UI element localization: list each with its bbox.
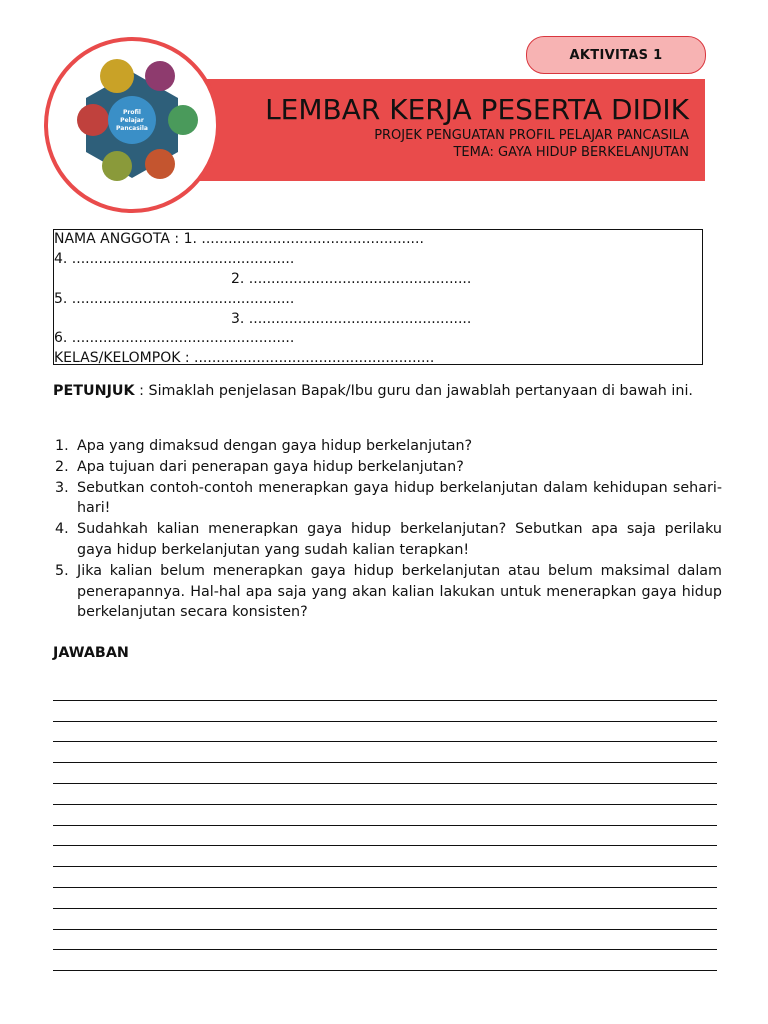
answer-line[interactable] [53,805,717,826]
member-line-1[interactable]: NAMA ANGGOTA : 1. .................................................. [54,231,424,247]
logo-segment-icon [168,105,198,135]
activity-badge [526,36,706,74]
theme-subtitle: TEMA: GAYA HIDUP BERKELANJUTAN [453,145,689,160]
logo-segment-icon [102,151,132,181]
answer-line[interactable] [53,826,717,847]
member-line-3[interactable]: 3. .................................................. [231,310,472,327]
question-number: 1. [55,438,69,454]
question-number: 3. [55,479,69,496]
question-item [53,478,722,520]
answer-lines [53,680,717,971]
member-line-6[interactable]: 6. .................................................. [54,330,295,347]
question-text: Jika kalian belum menerapkan gaya hidup berkelanjutan atau belum maksimal dalam penerapannya. Hal-hal apa saja yang akan kalian lakukan untuk menerapkan gaya hidup berkelanjutan secara konsisten? [77,562,722,621]
answer-line[interactable] [53,784,717,805]
question-item [53,561,722,623]
logo-diagram-icon [57,50,207,200]
question-number: 5. [55,562,69,579]
answer-line[interactable] [53,909,717,930]
answer-line[interactable] [53,950,717,971]
logo-segment-icon [145,149,175,179]
answer-line[interactable] [53,867,717,888]
question-text: Sudahkah kalian menerapkan gaya hidup berkelanjutan? Sebutkan apa saja perilaku gaya hidup berkelanjutan yang sudah kalian terapkan! [77,521,722,558]
member-line-2[interactable]: 2. .................................................. [231,270,472,287]
answer-line[interactable] [53,763,717,784]
svg-text:Pelajar: Pelajar [120,117,144,124]
question-item [53,519,722,561]
svg-text:Profil: Profil [123,109,141,116]
answer-line[interactable] [53,701,717,722]
activity-badge-label: AKTIVITAS 1 [569,47,663,63]
title-banner [190,79,705,181]
answer-line[interactable] [53,680,717,701]
class-group-line[interactable]: KELAS/KELOMPOK : ...................................................... [54,350,435,367]
logo-segment-icon [145,61,175,91]
svg-text:Pancasila: Pancasila [116,125,148,132]
question-text: Apa yang dimaksud dengan gaya hidup berkelanjutan? [77,438,473,454]
group-member-box [53,229,703,365]
instructions-text: : Simaklah penjelasan Bapak/Ibu guru dan jawablah pertanyaan di bawah ini. [134,383,693,399]
logo-segment-icon [77,104,109,136]
member-line-5[interactable]: 5. .................................................. [54,290,295,307]
answer-line[interactable] [53,846,717,867]
answer-line[interactable] [53,888,717,909]
question-item [53,457,722,478]
question-number: 4. [55,521,69,538]
logo-segment-icon [100,59,134,93]
answer-heading: JAWABAN [53,645,129,661]
instructions-label: PETUNJUK [53,383,135,399]
question-text: Sebutkan contoh-contoh menerapkan gaya hidup berkelanjutan dalam kehidupan sehari-hari! [77,479,722,517]
project-subtitle: PROJEK PENGUATAN PROFIL PELAJAR PANCASILA [374,128,689,143]
answer-line[interactable] [53,722,717,743]
instructions [53,382,722,401]
answer-line[interactable] [53,742,717,763]
answer-line[interactable] [53,930,717,951]
question-list [53,436,722,623]
question-text: Apa tujuan dari penerapan gaya hidup berkelanjutan? [77,458,464,475]
member-line-4[interactable]: 4. .................................................. [54,250,295,267]
question-number: 2. [55,458,69,475]
profil-pelajar-pancasila-logo [44,37,220,213]
page-title: LEMBAR KERJA PESERTA DIDIK [265,93,689,126]
question-item [53,436,722,457]
